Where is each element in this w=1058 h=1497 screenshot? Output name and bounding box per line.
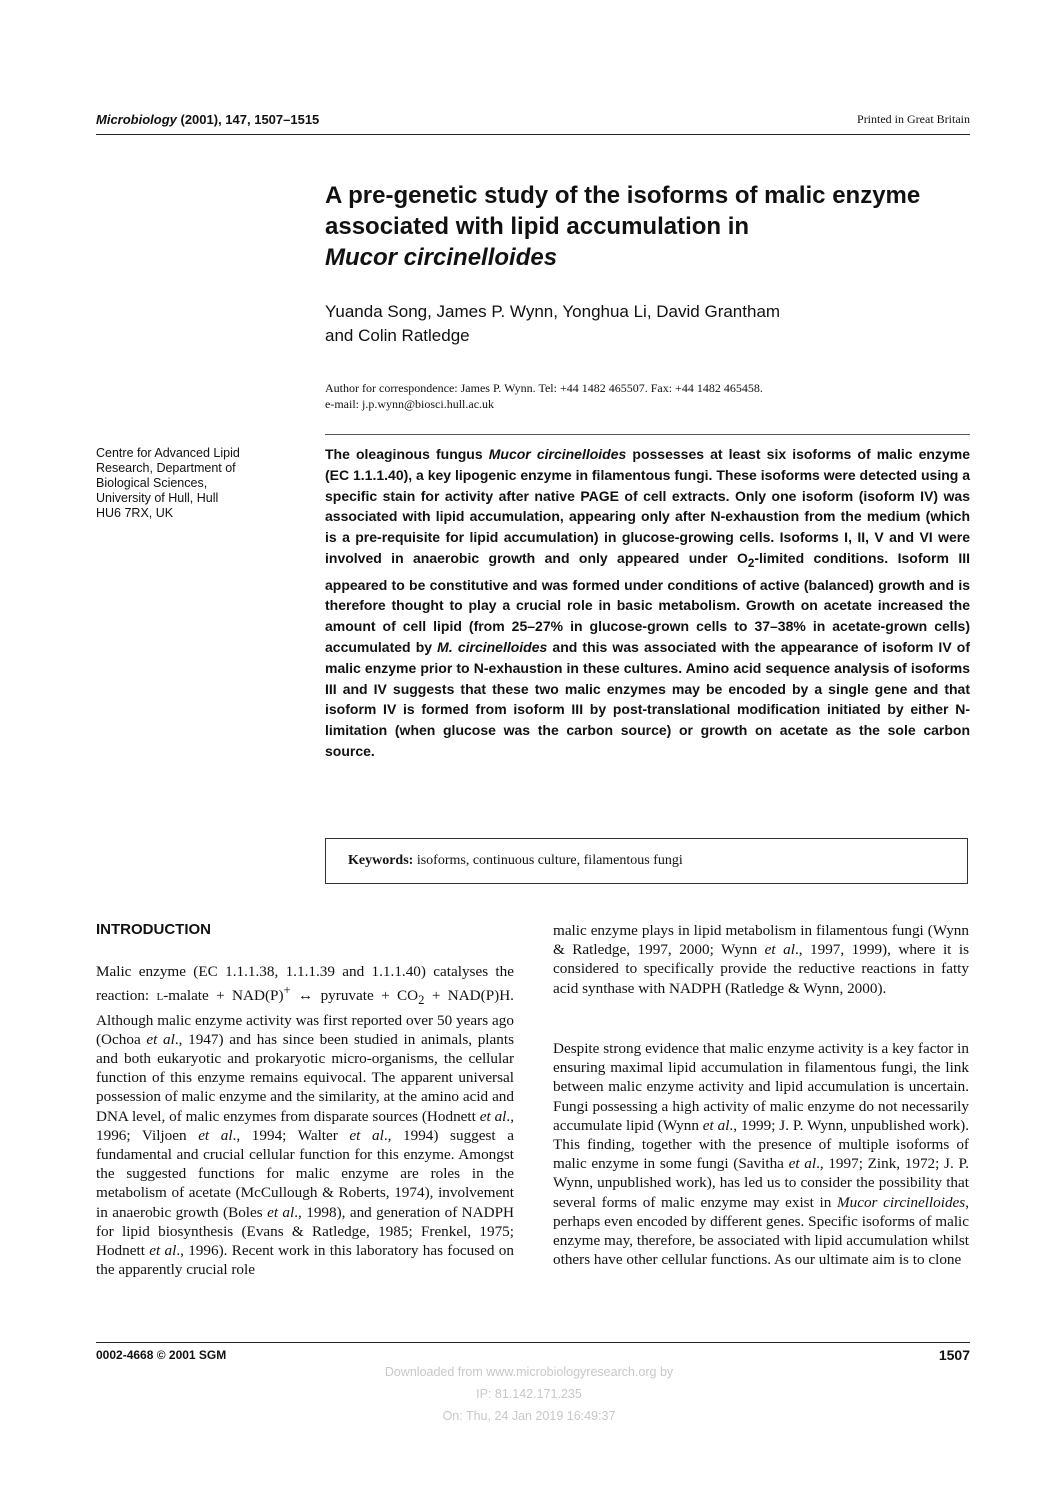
affiliation-line: University of Hull, Hull [96, 491, 219, 505]
intro-paragraph-1 [96, 962, 514, 1279]
download-watermark-ip: IP: 81.142.171.235 [476, 1387, 582, 1401]
body-text: Malic enzyme (EC 1.1.1.38, 1.1.1.39 and 1.1.1.40) catalyses the reaction: [96, 963, 514, 1005]
title-species: Mucor circinelloides [325, 244, 558, 271]
intro-paragraph-3 [553, 1039, 969, 1269]
header-divider [96, 134, 970, 135]
body-text: ., 1998), and generation of NADPH for lipid biosynthesis (Evans & Ratledge, 1985; Frenkel, 1975; Hodnett [96, 1203, 515, 1259]
journal-citation [96, 112, 319, 127]
download-watermark-date: On: Thu, 24 Jan 2019 16:49:37 [442, 1409, 616, 1423]
body-text: ., 1997; Zink, 1972; J. P. Wynn, unpublished work), has led us to consider the possibility that several forms of malic enzyme may exist in [553, 1155, 969, 1211]
body-text: ., 1996; Viljoen [96, 1107, 514, 1144]
body-text: ., 1997, 1999), where it is considered to specifically provide the reductive reactions in fatty acid synthase with NADPH (Ratledge & Wynn, 2000). [553, 941, 969, 997]
et-al: et al [788, 1155, 817, 1173]
correspondence-line-1: Author for correspondence: James P. Wynn. Tel: +44 1482 465507. Fax: +44 1482 465458. [325, 381, 763, 395]
keywords [348, 853, 683, 869]
body-text: ., 1999; J. P. Wynn, unpublished work). This finding, together with the presence of multiple isoforms of malic enzyme in some fungi (Savitha [553, 1116, 969, 1173]
body-text: malic enzyme plays in lipid metabolism in filamentous fungi (Wynn & Ratledge, 1997, 2000; Wynn [553, 922, 969, 959]
printed-in-note: Printed in Great Britain [857, 112, 970, 126]
affiliation-line: HU6 7RX, UK [96, 506, 174, 520]
body-text: ↔ pyruvate + CO [290, 987, 419, 1005]
species-name: Mucor circinelloides [836, 1193, 966, 1211]
abstract-text: possesses at least six isoforms of malic enzyme (EC 1.1.1.40), a key lipogenic enzyme in filamentous fungi. These isoforms were detected using a specific stain for activity after native PAGE of cell extracts. Only one isoform (isoform IV) was associated with lipid accumulation, appearing only after N-exhaustion from the medium (which is a pre-requisite for lipid accumulation) in glucose-growing cells. Isoforms I, II, V and VI were involved in anaerobic growth and only appeared under O [325, 446, 970, 566]
authors-line-1: Yuanda Song, James P. Wynn, Yonghua Li, David Grantham [325, 302, 781, 321]
issn-copyright: 0002-4668 © 2001 SGM [96, 1348, 227, 1362]
body-text: ., 1947) and has since been studied in animals, plants and both eukaryotic and prokaryotic micro-organisms, the cellular function of this enzyme remains equivocal. The apparent universal possession of malic enzyme and the similarity, at the amino acid and DNA level, of malic enzymes from disparate sources (Hodnett [96, 1030, 514, 1125]
keywords-label: Keywords: [348, 853, 414, 868]
body-text: ., 1994) suggest a fundamental and crucial cellular function for this enzyme. Amongst the suggested functions for malic enzyme are roles in the metabolism of acetate (McCullough & Roberts, 1974), involvement in anaerobic growth (Boles [96, 1126, 514, 1221]
correspondence-email: e-mail: j.p.wynn@biosci.hull.ac.uk [325, 397, 495, 411]
abstract-text: The oleaginous fungus [325, 446, 489, 462]
journal-name: Microbiology [96, 112, 177, 127]
body-text: Despite strong evidence that malic enzyme activity is a key factor in ensuring maximal lipid accumulation in filamentous fungi, the link between malic enzyme activity and lipid accumulation is uncertain. Fungi possessing a high activity of malic enzyme do not necessarily accumulate lipid (Wynn [553, 1040, 969, 1134]
superscript: + [283, 983, 291, 998]
affiliation [96, 446, 276, 521]
affiliation-line: Biological Sciences, [96, 476, 208, 490]
body-text: ., 1996). Recent work in this laboratory has focused on the apparently crucial role [96, 1241, 514, 1279]
et-al: et al [149, 1241, 177, 1259]
author-list [325, 300, 925, 348]
abstract-species: M. circinelloides [437, 638, 548, 655]
footer-divider [96, 1342, 970, 1343]
et-al: et al [702, 1116, 730, 1134]
keywords-text: isoforms, continuous culture, filamentous fungi [413, 853, 683, 868]
correspondence-info [325, 380, 945, 412]
affiliation-line: Research, Department of [96, 461, 236, 475]
keywords-box [325, 838, 968, 884]
affiliation-line: Centre for Advanced Lipid [96, 446, 240, 460]
abstract-species: Mucor circinelloides [488, 446, 627, 462]
et-al: et al [198, 1126, 233, 1144]
subscript: 2 [418, 993, 425, 1008]
et-al: et al [349, 1126, 384, 1144]
download-watermark-line-1: Downloaded from www.microbiologyresearch.org by [384, 1365, 674, 1379]
et-al: et al [146, 1030, 175, 1048]
page-number: 1507 [938, 1347, 970, 1363]
running-header [96, 112, 970, 132]
body-text: , perhaps even encoded by different genes. Specific isoforms of malic enzyme may, therefore, be associated with lipid accumulation whilst others have other cellular functions. As our ultimate aim is to clone [553, 1193, 969, 1269]
body-text: -malate + NAD(P) [163, 987, 284, 1005]
abstract-text: -limited conditions. Isoform III appeared to be constitutive and was formed under conditions of active (balanced) growth and is therefore thought to play a crucial role in basic metabolism. Growth on acetate increased the amount of cell lipid (from 25–27% in glucose-grown cells to 37–38% in acetate-grown cells) accumulated by [325, 549, 970, 655]
article-title [325, 180, 965, 273]
et-al: et al [764, 941, 795, 959]
authors-line-2: and Colin Ratledge [325, 326, 470, 345]
title-main: A pre-genetic study of the isoforms of malic enzyme associated with lipid accumulation in [325, 182, 921, 240]
abstract-divider [325, 434, 970, 435]
small-caps-l: l [156, 987, 164, 1005]
section-heading: INTRODUCTION [96, 921, 211, 938]
body-text: + NAD(P)H. Although malic enzyme activity was first reported over 50 years ago (Ochoa [96, 987, 514, 1048]
citation-details: (2001), 147, 1507–1515 [176, 112, 320, 127]
abstract [325, 444, 970, 762]
subscript: 2 [747, 556, 755, 570]
abstract-text: and this was associated with the appearance of isoform IV of malic enzyme prior to N-exhaustion in these cultures. Amino acid sequence analysis of isoforms III and IV suggests that these two malic enzymes may be encoded by a single gene and that isoform IV is formed from isoform III by post-translational modification initiated by either N-limitation (when glucose was the carbon source) or growth on acetate as the sole carbon source. [325, 638, 970, 759]
et-al: et al [267, 1203, 295, 1221]
intro-paragraph-2 [553, 921, 969, 998]
body-text: ., 1994; Walter [232, 1126, 350, 1144]
et-al: et al [479, 1107, 507, 1125]
